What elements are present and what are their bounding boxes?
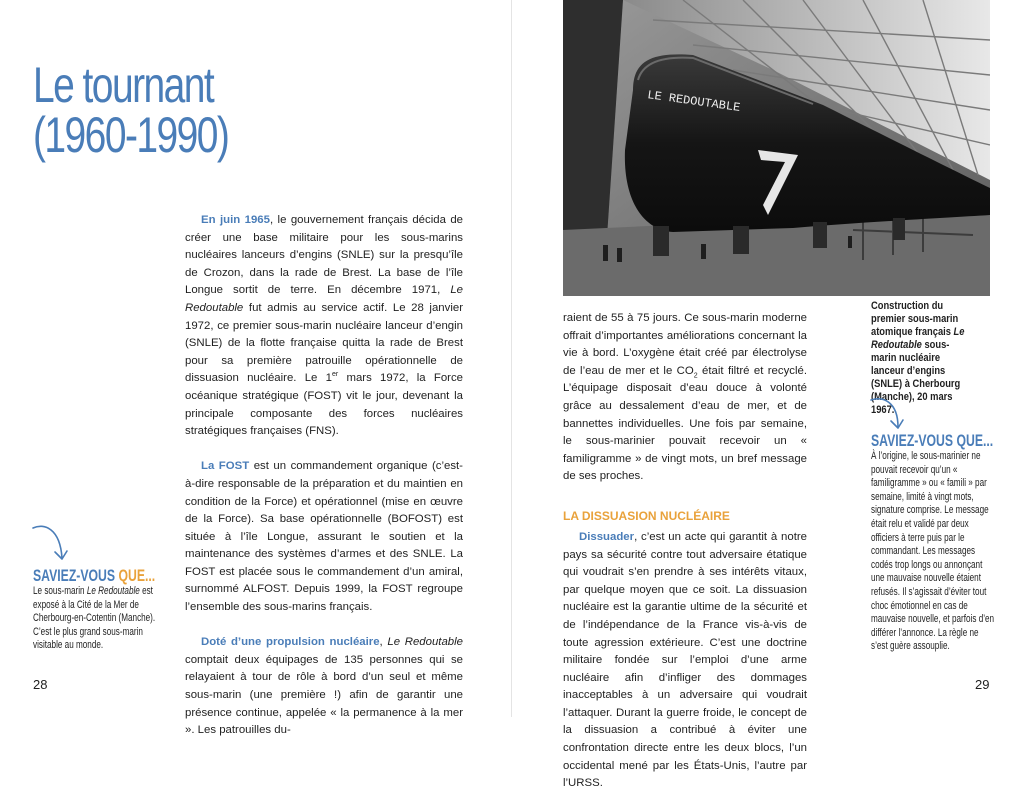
paragraph-fost: La FOST est un commandement organique (c’est-à-dire responsable de la préparation et du maintien en condition de la Force) et opérationnel (mise en œuvre de la Force). Sa base opérationnelle (BOFOST) est située à l’île Longue, assurant le soutien et la maintenance des systèmes d’armes et des SNLE. La FOST est placée sous le commandement d’un amiral, surnommé ALFOST. Depuis 1999, la FOST regroupe l’ensemble des sous-marins français. [185,460,463,614]
curved-arrow-icon [868,395,908,435]
submarine-photo [563,0,990,296]
saviez-vous-heading: SAVIEZ-VOUS QUE... [33,566,156,585]
paragraph-lead: La FOST [201,460,250,473]
ship-name: Le Redoutable [185,284,463,314]
right-text-column [563,310,807,793]
saviez-vous-text: Le sous-marin Le Redoutable est exposé à la Cité de la Mer de Cherbourg-en-Cotentin (Manche). C’est le plus grand sous-marin visitable au monde. [33,585,156,652]
left-text-column [185,212,463,757]
paragraph-juin-1965: En juin 1965, le gouvernement français décida de créer une base militaire pour les sous-marins nucléaires lanceurs d’engins (SNLE) sur la presqu’île de Crozon, dans la rade de Brest. La base de l’île Longue sortit de terre. En décembre 1971, Le Redoutable fut admis au service actif. Le 28 janvier 1972, ce premier sous-marin nucléaire lanceur d’engin (SNLE) de la flotte française quitta la rade de Brest pour sa première patrouille opérationnelle de dissuasion nucléaire. Le 1er mars 1972, la Force océanique stratégique (FOST) vit le jour, devenant la principale composante des forces nucléaires stratégiques françaises (FNS). [185,214,463,438]
photo-caption: Construction du premier sous-marin atomique français Le Redoutable sous-marin nucléaire lanceur d’engins (SNLE) à Cherbourg (Manche), 20 mars 1967. [871,300,965,416]
paragraph-propulsion: Doté d’une propulsion nucléaire, Le Redoutable comptait deux équipages de 135 personnes qui se relayaient à tour de rôle à bord d’un seul et même sous-marin (une première !) afin de garantir une présence continue, appelée « la permanence à la mer ». Les patrouilles du- [185,636,463,737]
ship-name: Le Redoutable [387,636,463,649]
paragraph-lead: Dissuader [579,530,635,543]
paragraph-lead: En juin 1965 [201,214,270,226]
paragraph-lead: Doté d’une propulsion nucléaire [201,636,380,649]
curved-arrow-icon [30,522,70,566]
chapter-title-line1: Le tournant [33,57,214,113]
page-gutter [511,0,512,717]
page-number: 28 [33,677,48,692]
paragraph-dissuader: Dissuader, c’est un acte qui garantit à notre pays sa sécurité contre tout adversaire étatique qui voudrait s’en prendre à ses intérêts vitaux, par quelque moyen que ce soit. La dissuasion nucléaire est la garantie ultime de la sécurité et de l’indépendance de la France vis-à-vis de toute agression extérieure. C’est une doctrine militaire fondée sur l’emploi d’une arme nucléaire afin d’infliger des dommages inacceptables à un adversaire qui voudrait l’attaquer. Durant la guerre froide, le concept de la dissuasion a contribué à éviter une confrontation directe entre les deux blocs, l’un occidental mené par les États-Unis, l’autre par l’URSS. [563,530,807,790]
paragraph-patrouilles: raient de 55 à 75 jours. Ce sous-marin moderne offrait d’importantes améliorations concernant la vie à bord. L’oxygène était créé par électrolyse de l’eau de mer et le $CO_2$ était filtré et recyclé. L’équipage disposait d’eau douce à volonté grâce au dessalement d’eau de mer, et de bannettes individuelles. Une fois par semaine, le sous-marinier pouvait recevoir un « familigramme » de vingt mots, un bref message de ses proches. [563,312,807,483]
hull-name-label: LE REDOUTABLE [646,88,742,115]
section-heading: LA DISSUASION NUCLÉAIRE [563,508,730,523]
page-number: 29 [975,677,990,692]
chapter-title-line2: (1960-1990) [33,107,229,163]
chapter-title [33,57,229,163]
submarine-construction-image [563,0,990,296]
saviez-vous-heading: SAVIEZ-VOUS QUE... [871,431,994,450]
saviez-vous-text: À l’origine, le sous-marinier ne pouvait recevoir qu’un « familigramme » ou « famili » par semaine, limité à vingt mots, signature comprise. Le message était relu et validé par deux officiers à terre puis par le commandant. Les messages codés trop longs ou annonçant une mauvaise nouvelle étaient refusés. Il s’agissait d’éviter tout choc émotionnel en cas de mauvaise nouvelle, et parfois d’en différer l’annonce. La règle ne s’est guère assouplie. [871,450,995,653]
